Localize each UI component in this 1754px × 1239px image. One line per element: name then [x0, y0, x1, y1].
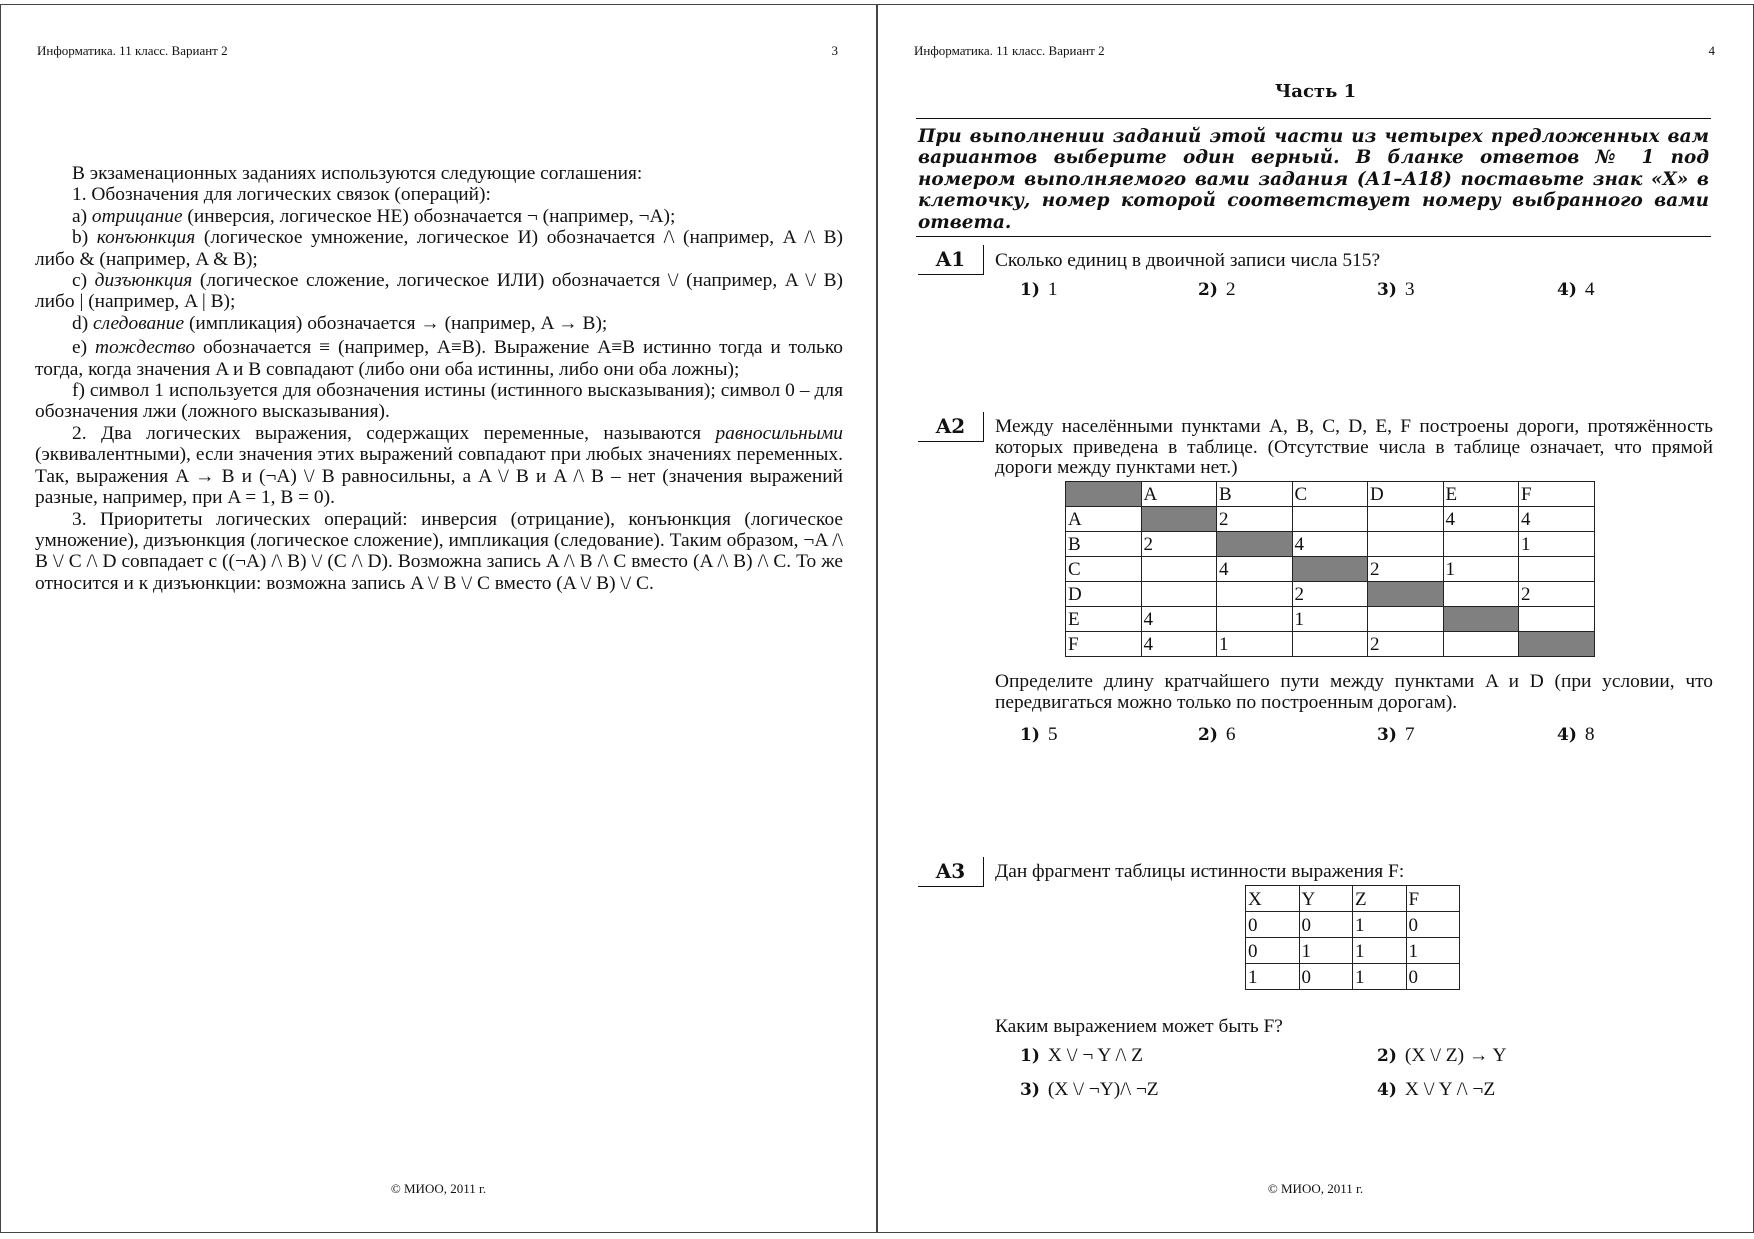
table-cell: C — [1066, 557, 1142, 582]
table-cell — [1217, 582, 1293, 607]
table-header-row — [1246, 886, 1460, 912]
footer: © МИОО, 2011 г. — [390, 1181, 487, 1196]
table-cell — [1519, 632, 1595, 657]
table-cell: 2 — [1519, 582, 1595, 607]
table-cell: D — [1368, 482, 1444, 507]
table-row — [1066, 507, 1595, 532]
task-a3-question2: Каким выражением может быть F? — [995, 1016, 1283, 1037]
divider-bottom — [916, 236, 1711, 237]
a3-option-3[interactable]: 3) (X \/ ¬Y)/\ ¬Z — [1020, 1079, 1159, 1100]
header-title: Информатика. 11 класс. Вариант 2 — [914, 43, 1105, 58]
table-cell: 4 — [1141, 607, 1217, 632]
table-cell: 1 — [1353, 912, 1407, 938]
table-cell: E — [1443, 482, 1519, 507]
table-cell: 2 — [1217, 507, 1293, 532]
conventions-p3: 3. Приоритеты логических операций: инверсия (отрицание), конъюнкция (логическое умножение), дизъюнкция (логическое сложение), импликация (следование). Таким образом, ¬A /\ B \/ C /\ D совпадает с ((¬A) /\ B) \/ (C /\ D). Возможна запись A /\ B /\ C вместо (A /\ B) /\ C. То же относится и к дизъюнкции: возможна запись A \/ B \/ C вместо (A \/ B) \/ C. — [35, 508, 843, 594]
table-cell — [1443, 532, 1519, 557]
page-right — [877, 4, 1754, 1233]
a1-option-3[interactable]: 3) 3 — [1377, 279, 1415, 300]
a1-option-2[interactable]: 2) 2 — [1198, 279, 1236, 300]
table-cell: 2 — [1292, 582, 1368, 607]
table-cell: 1 — [1406, 938, 1460, 964]
a2-option-4[interactable]: 4) 8 — [1557, 724, 1595, 745]
conventions-text — [35, 163, 843, 594]
table-cell: 0 — [1246, 912, 1300, 938]
task-a2-question: Между населёнными пунктами A, B, C, D, E, F построены дороги, протяжённость которых приведена в таблице. (Отсутствие числа в таблице означает, что прямой дороги между пунктами нет.) — [995, 416, 1713, 478]
table-cell — [1368, 507, 1444, 532]
conventions-a: a) отрицание (инверсия, логическое НЕ) обозначается ¬ (например, ¬A); — [72, 205, 676, 227]
table-cell: 1 — [1292, 607, 1368, 632]
table-cell — [1292, 557, 1368, 582]
header-title: Информатика. 11 класс. Вариант 2 — [37, 43, 228, 58]
table-cell — [1292, 507, 1368, 532]
a2-option-1[interactable]: 1) 5 — [1020, 724, 1058, 745]
task-label-a2: A2 — [918, 412, 984, 442]
table-cell — [1368, 607, 1444, 632]
table-cell — [1519, 607, 1595, 632]
a1-option-1[interactable]: 1) 1 — [1020, 279, 1058, 300]
page-number: 3 — [831, 43, 838, 58]
table-cell: F — [1519, 482, 1595, 507]
conventions-b: b) конъюнкция (логическое умножение, логическое И) обозначается /\ (например, A /\ B) либо & (например, A & B); — [35, 227, 843, 270]
a1-option-4[interactable]: 4) 4 — [1557, 279, 1595, 300]
table-cell: 1 — [1299, 938, 1353, 964]
conventions-f: f) символ 1 используется для обозначения истины (истинного высказывания); символ 0 – для обозначения лжи (ложного высказывания). — [35, 380, 843, 423]
page-number: 4 — [1708, 43, 1715, 58]
table-cell — [1443, 607, 1519, 632]
table-cell: 4 — [1292, 532, 1368, 557]
table-cell: 4 — [1443, 507, 1519, 532]
table-cell: 2 — [1141, 532, 1217, 557]
task-label-a3: A3 — [918, 857, 984, 887]
table-cell: 0 — [1406, 912, 1460, 938]
table-cell: A — [1066, 507, 1142, 532]
page-left — [0, 4, 877, 1233]
table-row — [1066, 557, 1595, 582]
table-cell: B — [1217, 482, 1293, 507]
table-cell: A — [1141, 482, 1217, 507]
truth-table — [1245, 885, 1460, 990]
table-cell: Z — [1353, 886, 1407, 912]
table-cell: C — [1292, 482, 1368, 507]
conventions-d: d) следование (импликация) обозначается → (например, A → B); — [72, 312, 608, 334]
conventions-p1: 1. Обозначения для логических связок (операций): — [72, 184, 491, 206]
table-cell — [1443, 632, 1519, 657]
distance-table — [1065, 481, 1595, 657]
table-cell — [1066, 482, 1142, 507]
task-a3-question: Дан фрагмент таблицы истинности выражения F: — [995, 861, 1405, 882]
table-cell — [1141, 582, 1217, 607]
instructions: При выполнении заданий этой части из четырех предложенных вам вариантов выберите один верный. В бланке ответов № 1 под номером выполняемого вами задания (А1–А18) поставьте знак «Х» в клеточку, номер которой соответствует номеру выбранного вами ответа. — [918, 126, 1709, 233]
a2-option-2[interactable]: 2) 6 — [1198, 724, 1236, 745]
table-cell — [1141, 557, 1217, 582]
a3-option-1[interactable]: 1) X \/ ¬ Y /\ Z — [1020, 1045, 1144, 1066]
table-row — [1066, 607, 1595, 632]
a2-option-3[interactable]: 3) 7 — [1377, 724, 1415, 745]
part-title: Часть 1 — [1274, 81, 1357, 102]
table-cell: F — [1406, 886, 1460, 912]
table-cell — [1292, 632, 1368, 657]
table-cell: 1 — [1519, 532, 1595, 557]
table-cell: 0 — [1299, 912, 1353, 938]
a3-option-4[interactable]: 4) X \/ Y /\ ¬Z — [1377, 1079, 1496, 1100]
conventions-c: c) дизъюнкция (логическое сложение, логическое ИЛИ) обозначается \/ (например, A \/ B) либо | (например, A | B); — [35, 270, 843, 313]
task-a2-question2: Определите длину кратчайшего пути между пунктами A и D (при условии, что передвигаться можно только по построенным дорогам). — [995, 671, 1713, 713]
table-cell — [1368, 582, 1444, 607]
table-cell: 4 — [1217, 557, 1293, 582]
a3-option-2[interactable]: 2) (X \/ Z) → Y — [1377, 1045, 1507, 1066]
task-label-a1: A1 — [918, 245, 984, 275]
table-cell: 1 — [1353, 964, 1407, 990]
conventions-e: e) тождество обозначается ≡ (например, A≡B). Выражение A≡B истинно тогда и только тогда, когда значения A и B совпадают (либо они оба истинны, либо они оба ложны); — [35, 337, 843, 380]
footer: © МИОО, 2011 г. — [1267, 1181, 1364, 1196]
table-cell: 4 — [1519, 507, 1595, 532]
table-row — [1066, 582, 1595, 607]
table-cell: Y — [1299, 886, 1353, 912]
conventions-intro: В экзаменационных заданиях используются следующие соглашения: — [72, 163, 643, 184]
table-cell: 2 — [1368, 632, 1444, 657]
table-cell — [1217, 607, 1293, 632]
table-cell: F — [1066, 632, 1142, 657]
conventions-p2: 2. Два логических выражения, содержащих переменные, называются равносильными (эквивалентными), если значения этих выражений совпадают при любых значениях переменных. Так, выражения A → B и (¬A) \/ B равносильны, а A \/ B и A /\ B – нет (значения выражений разные, например, при A = 1, B = 0). — [35, 422, 843, 509]
table-cell: 2 — [1368, 557, 1444, 582]
table-cell: 4 — [1141, 632, 1217, 657]
table-row — [1066, 632, 1595, 657]
table-cell: E — [1066, 607, 1142, 632]
table-row — [1066, 532, 1595, 557]
table-cell — [1443, 582, 1519, 607]
divider-top — [916, 118, 1711, 119]
table-cell: X — [1246, 886, 1300, 912]
table-cell — [1217, 532, 1293, 557]
table-row — [1246, 912, 1460, 938]
table-cell — [1368, 532, 1444, 557]
task-a1-question: Сколько единиц в двоичной записи числа 515? — [995, 250, 1381, 271]
table-cell: B — [1066, 532, 1142, 557]
table-cell: 1 — [1217, 632, 1293, 657]
table-header-row — [1066, 482, 1595, 507]
table-cell: 1 — [1246, 964, 1300, 990]
table-row — [1246, 938, 1460, 964]
table-cell: 1 — [1353, 938, 1407, 964]
table-cell — [1519, 557, 1595, 582]
table-cell — [1141, 507, 1217, 532]
table-cell: 0 — [1406, 964, 1460, 990]
table-cell: 0 — [1299, 964, 1353, 990]
table-row — [1246, 964, 1460, 990]
table-cell: D — [1066, 582, 1142, 607]
table-cell: 0 — [1246, 938, 1300, 964]
table-cell: 1 — [1443, 557, 1519, 582]
